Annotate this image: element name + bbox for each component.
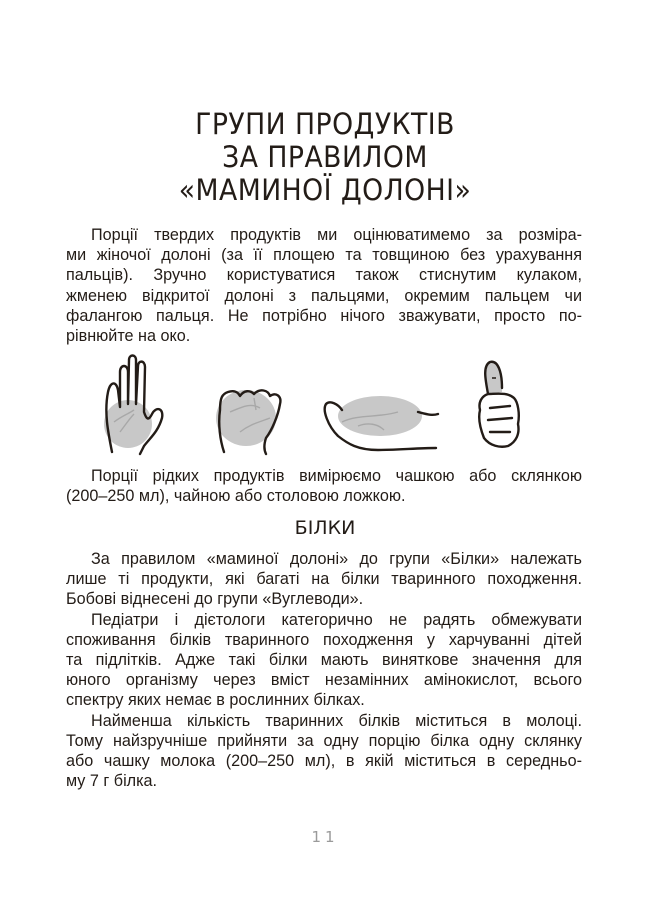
intro-paragraph [66,225,582,346]
liquid-portions-paragraph [66,466,582,506]
protein-p1-line-2: лише ті продукти, які багаті на білки тваринного походження. [66,570,582,589]
hand-portion-illustrations [90,352,550,457]
protein-p2-line-5: спектру яких немає в рослинних білках. [66,691,365,710]
section-heading-proteins: БІЛКИ [294,517,356,539]
intro-line-4: жменею відкритої долоні з пальцями, окремим пальцем чи [66,286,582,305]
page-title [26,108,624,207]
intro-line-3: пальців). Зручно користуватися також стиснутим кулаком, [66,266,582,285]
proteins-text [66,549,582,791]
protein-p3-line-3: або чашку молока (200–250 мл), в якій міститься в середньо- [66,752,582,771]
page-number: 11 [311,828,339,846]
protein-p2-line-3: та підлітків. Адже такі білки мають виняткове значення для [66,651,582,670]
protein-p3-line-4: му 7 г білка. [66,772,158,791]
open-palm-icon [98,352,168,457]
intro-line-2: ми жіночої долоні (за її площею та товщиною без урахування [66,246,582,265]
liquid-line-2: (200–250 мл), чайною або столовою ложкою. [66,487,406,506]
fist-icon [210,352,285,457]
protein-p2-line-4: юного організму через вміст незамінних амінокислот, всього [66,671,582,690]
title-line-2: ЗА ПРАВИЛОМ [222,140,428,174]
protein-p1-line-1: За правилом «маминої долоні» до групи «Білки» належать [91,550,582,568]
protein-p1-line-3: Бобові віднесені до групи «Вуглеводи». [66,590,364,609]
intro-line-5: фалангою пальця. Не потрібно нічого зважувати, просто по- [66,306,582,325]
protein-p3-line-2: Тому найзручніше прийняти за одну порцію білка одну склянку [66,731,582,750]
protein-p2-line-1: Педіатри і дієтологи категорично не радять обмежувати [91,610,582,629]
cupped-hand-icon [318,352,443,457]
thumb-icon [468,352,528,457]
intro-line-1: Порції твердих продуктів ми оцінюватимемо за розміра- [91,226,582,244]
intro-line-6: рівнюйте на око. [66,327,191,346]
liquid-line-1: Порції рідких продуктів вимірюємо чашкою або склянкою [91,467,582,485]
protein-p3-line-1: Найменша кількість тваринних білків міститься в молоці. [91,711,582,730]
title-line-3: «МАМИНОЇ ДОЛОНІ» [178,173,472,207]
protein-p2-line-2: споживання білків тваринного походження у харчуванні дітей [66,630,582,649]
title-line-1: ГРУПИ ПРОДУКТІВ [195,107,455,141]
